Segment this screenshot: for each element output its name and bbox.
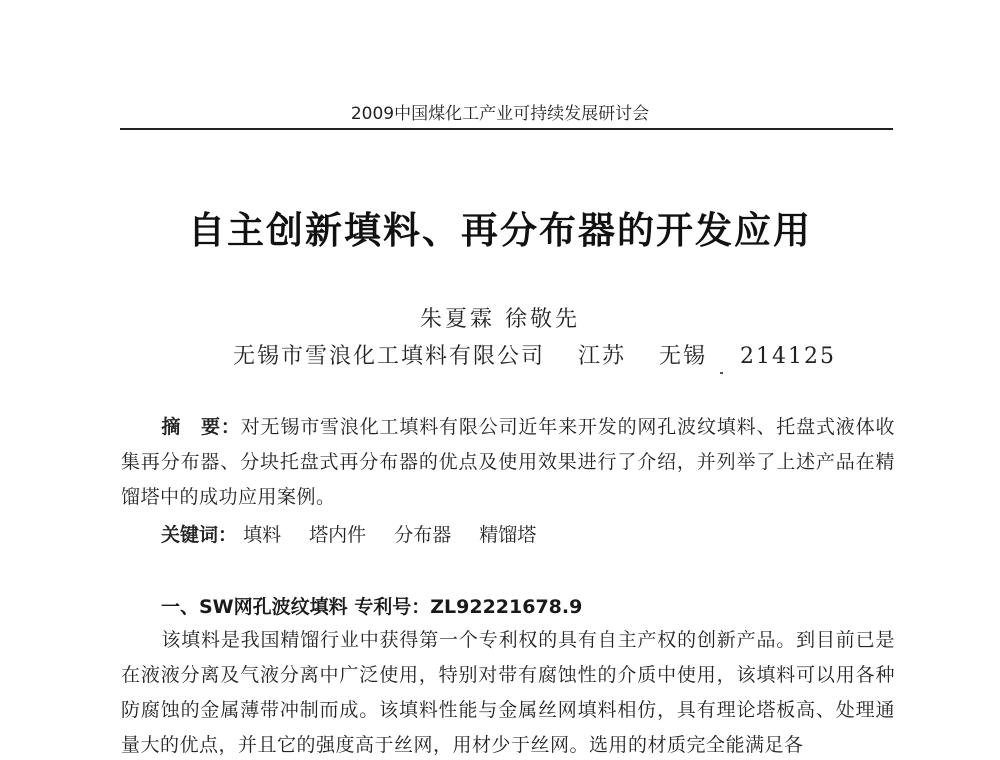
paper-authors: 朱夏霖 徐敬先 xyxy=(420,307,580,332)
abstract-text: 对无锡市雪浪化工填料有限公司近年来开发的网孔波纹填料、托盘式液体收集再分布器、分块托盘式再分布器的优点及使用效果进行了介绍，并列举了上述产品在精馏塔中的成功应用案例。 xyxy=(121,416,895,508)
section-body xyxy=(121,623,895,760)
keyword-item: 分布器 xyxy=(394,524,452,546)
header-rule xyxy=(120,128,893,130)
keyword-item: 填料 xyxy=(243,524,282,546)
affiliation xyxy=(233,342,836,372)
section-paragraph: 该填料是我国精馏行业中获得第一个专利权的具有自主产权的创新产品。到目前已是在液液分离及气液分离中广泛使用，特别对带有腐蚀性的介质中使用，该填料可以用各种防腐蚀的金属薄带冲制而成。该填料性能与金属丝网填料相仿，具有理论塔板高、处理通量大的优点，并且它的强度高于丝网，用材少于丝网。选用的材质完全能满足各 xyxy=(121,629,895,756)
paper-title: 自主创新填料、再分布器的开发应用 xyxy=(188,209,812,252)
affiliation-company: 无锡市雪浪化工填料有限公司 xyxy=(233,344,546,369)
keyword-item: 塔内件 xyxy=(309,524,367,546)
affiliation-province: 江苏 xyxy=(578,344,627,369)
keywords xyxy=(161,518,558,553)
section-heading: 一、SW网孔波纹填料 专利号：ZL92221678.9 xyxy=(161,596,583,618)
abstract-label: 摘 要： xyxy=(161,416,241,438)
running-header: 2009中国煤化工产业可持续发展研讨会 xyxy=(350,104,650,124)
keyword-item: 精馏塔 xyxy=(479,524,537,546)
scan-speck xyxy=(720,372,723,374)
affiliation-postcode: 214125 xyxy=(740,344,837,369)
keywords-label: 关键词： xyxy=(161,524,238,546)
abstract xyxy=(121,410,895,515)
affiliation-city: 无锡 xyxy=(659,344,708,369)
